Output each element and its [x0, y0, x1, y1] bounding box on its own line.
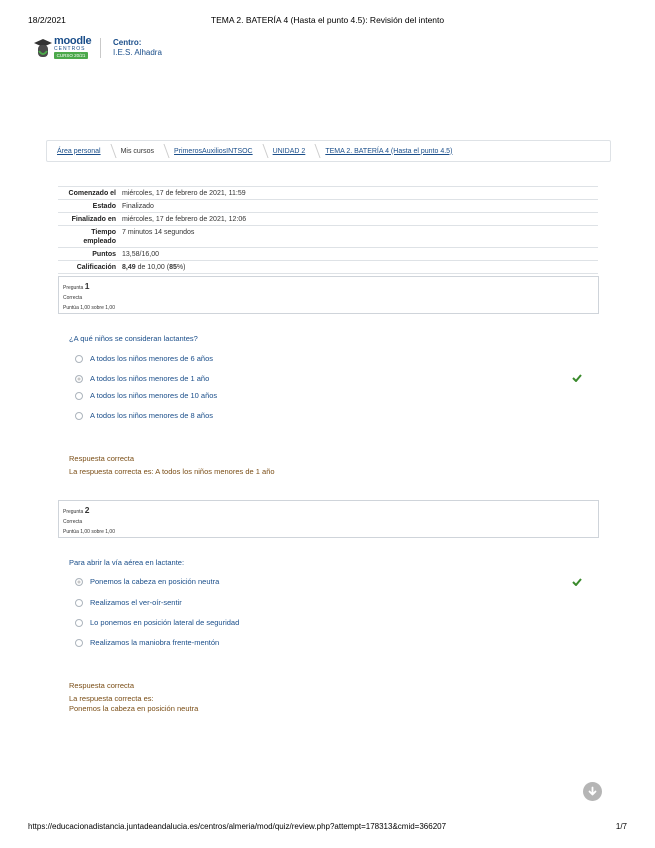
feedback-correct-answer: La respuesta correcta es: A todos los niños menores de 1 año [69, 467, 275, 476]
breadcrumb-item-course[interactable]: PrimerosAuxiliosINTSOC [174, 144, 273, 158]
print-url: https://educacionadistancia.juntadeandalucia.es/centros/almeria/mod/quiz/review.php?attempt=178313&cmid=366207 [28, 822, 447, 831]
print-date: 18/2/2021 [28, 15, 66, 25]
summary-row-puntos: Puntos 13,58/16,00 [58, 247, 598, 260]
print-page-number: 1/7 [615, 822, 627, 831]
checkmark-icon [572, 578, 582, 586]
feedback-correct-answer: Ponemos la cabeza en posición neutra [69, 704, 199, 713]
breadcrumb-separator [310, 144, 321, 158]
answer-option[interactable]: A todos los niños menores de 6 años [75, 354, 213, 363]
breadcrumb-item-mis-cursos: Mis cursos [121, 144, 174, 158]
arrow-down-circle-icon [587, 786, 598, 797]
breadcrumb-separator [158, 144, 169, 158]
answer-option[interactable]: A todos los niños menores de 1 año [75, 374, 209, 383]
feedback-correct-answer-label: La respuesta correcta es: [69, 694, 154, 703]
feedback-1 [69, 454, 275, 477]
feedback-title: Respuesta correcta [69, 681, 135, 690]
radio-button-selected[interactable] [75, 578, 83, 586]
centro-label: Centro: [113, 38, 142, 47]
answer-option[interactable]: Realizamos el ver-oír-sentir [75, 598, 182, 607]
centro-info [113, 38, 162, 58]
print-footer [28, 822, 627, 834]
breadcrumb-item-tema[interactable]: TEMA 2. BATERÍA 4 (Hasta el punto 4.5) [325, 147, 453, 155]
radio-button[interactable] [75, 599, 83, 607]
radio-button[interactable] [75, 412, 83, 420]
logo-name: moodle [54, 35, 92, 47]
question-grade: Puntúa 1,00 sobre 1,00 [63, 305, 115, 311]
breadcrumb-item-unidad[interactable]: UNIDAD 2 [273, 144, 326, 158]
feedback-2 [69, 681, 198, 714]
answer-option[interactable]: Ponemos la cabeza en posición neutra [75, 577, 219, 586]
print-doc-title: TEMA 2. BATERÍA 4 (Hasta el punto 4.5): Revisión del intento [210, 15, 445, 25]
breadcrumb-separator [257, 144, 268, 158]
radio-button[interactable] [75, 355, 83, 363]
summary-row-finalizado: Finalizado en miércoles, 17 de febrero de 2021, 12:06 [58, 212, 598, 225]
scroll-down-button[interactable] [583, 782, 602, 801]
question-text-1: ¿A qué niños se consideran lactantes? [69, 334, 198, 343]
question-info-2 [58, 500, 599, 538]
header-divider [100, 38, 101, 58]
checkmark-icon [572, 374, 582, 382]
radio-button[interactable] [75, 619, 83, 627]
breadcrumb-item-area-personal[interactable]: Área personal [57, 144, 121, 158]
feedback-title: Respuesta correcta [69, 454, 135, 463]
question-info-1 [58, 276, 599, 314]
answer-option[interactable]: A todos los niños menores de 8 años [75, 411, 213, 420]
question-text-2: Para abrir la vía aérea en lactante: [69, 558, 185, 567]
logo-sub: CENTROS [54, 46, 86, 52]
summary-row-estado: Estado Finalizado [58, 199, 598, 212]
summary-row-comenzado: Comenzado el miércoles, 17 de febrero de 2021, 11:59 [58, 186, 598, 199]
answer-option[interactable]: Lo ponemos en posición lateral de seguridad [75, 618, 239, 627]
logo-badge: CURSO 20/21 [54, 52, 88, 59]
question-number: Pregunta 2 [63, 505, 90, 515]
question-state: Correcta [63, 295, 83, 301]
radio-button[interactable] [75, 639, 83, 647]
summary-row-tiempo: Tiempo empleado 7 minutos 14 segundos [58, 225, 598, 247]
centro-value: I.E.S. Alhadra [113, 48, 162, 57]
graduation-cap-icon [34, 37, 52, 59]
radio-button-selected[interactable] [75, 375, 83, 383]
print-header [28, 15, 627, 29]
question-number: Pregunta 1 [63, 281, 90, 291]
answer-option[interactable]: A todos los niños menores de 10 años [75, 391, 217, 400]
radio-button[interactable] [75, 392, 83, 400]
summary-row-calificacion: Calificación 8,49 de 10,00 (85%) [58, 260, 598, 274]
attempt-summary-table [58, 186, 598, 274]
answer-option[interactable]: Realizamos la maniobra frente-mentón [75, 638, 219, 647]
question-state: Correcta [63, 519, 83, 525]
breadcrumb [46, 140, 611, 162]
question-grade: Puntúa 1,00 sobre 1,00 [63, 529, 115, 535]
moodle-logo[interactable] [34, 35, 92, 61]
site-header [34, 34, 162, 62]
breadcrumb-separator [105, 144, 116, 158]
